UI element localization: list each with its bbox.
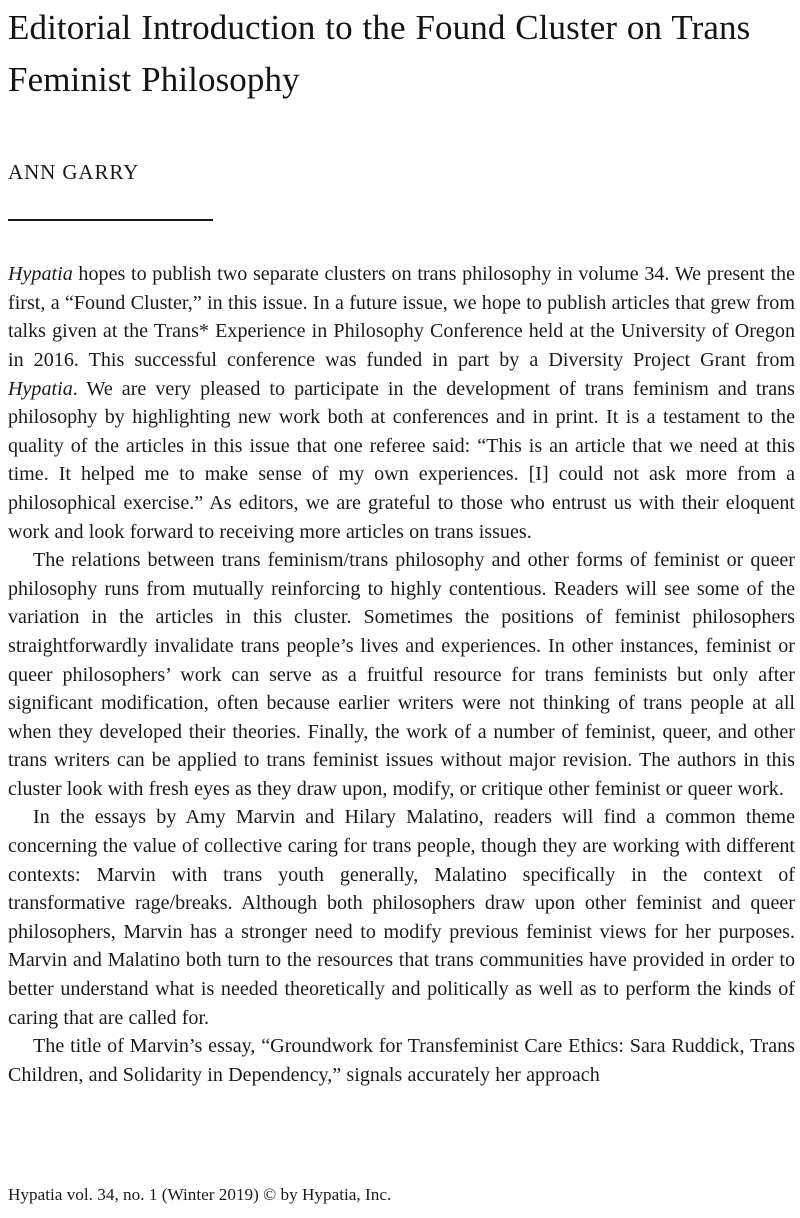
journal-title-italic: Hypatia bbox=[8, 263, 73, 286]
journal-title-italic: Hypatia bbox=[8, 377, 73, 400]
page-footer: Hypatia vol. 34, no. 1 (Winter 2019) © by Hypatia, Inc. bbox=[8, 1185, 392, 1204]
body-paragraph: In the essays by Amy Marvin and Hilary Malatino, readers will find a common theme concerning the value of collective caring for trans people, though they are working with different contexts: Marvin with trans youth generally, Malatino specifically in the context of transformative rage/breaks. Although both philosophers draw upon other feminist and queer philosophers, Marvin has a stronger need to modify previous feminist views for her purposes. Marvin and Malatino both turn to the resources that trans communities have provided in order to better understand what is needed theoretically and politically as well as to perform the kinds of caring that are called for. bbox=[8, 806, 795, 1029]
body-paragraph: The relations between trans feminism/trans philosophy and other forms of feminist or queer philosophy runs from mutually reinforcing to highly contentious. Readers will see some of the variation in the articles in this cluster. Sometimes the positions of feminist philosophers straightforwardly invalidate trans people’s lives and experiences. In other instances, feminist or queer philosophers’ work can serve as a fruitful resource for trans feminists but only after significant modification, often because earlier writers were not thinking of trans people at all when they developed their theories. Finally, the work of a number of feminist, queer, and other trans writers can be applied to trans feminist issues without major revision. The authors in this cluster look with fresh eyes as they draw upon, modify, or critique other feminist or queer work. bbox=[8, 549, 795, 800]
page-content bbox=[8, 0, 795, 1089]
body-paragraph: Hypatia hopes to publish two separate clusters on trans philosophy in volume 34. We present the first, a “Found Cluster,” in this issue. In a future issue, we hope to publish articles that grew from talks given at the Trans* Experience in Philosophy Conference held at the University of Oregon in 2016. This successful conference was funded in part by a Diversity Project Grant from Hypatia. We are very pleased to participate in the development of trans feminism and trans philosophy by highlighting new work both at conferences and in print. It is a testament to the quality of the articles in this issue that one referee said: “This is an article that we need at this time. It helped me to make sense of my own experiences. [I] could not ask more from a philosophical exercise.” As editors, we are grateful to those who entrust us with their eloquent work and look forward to receiving more articles on trans issues. bbox=[8, 263, 795, 543]
author-byline: ANN GARRY bbox=[8, 160, 140, 184]
page-title: Editorial Introduction to the Found Cluster on Trans Feminist Philosophy bbox=[8, 8, 751, 99]
body-paragraph: The title of Marvin’s essay, “Groundwork for Transfeminist Care Ethics: Sara Ruddick, Trans Children, and Solidarity in Dependency,” signals accurately her approach bbox=[8, 1035, 795, 1086]
article-body bbox=[8, 221, 795, 1089]
